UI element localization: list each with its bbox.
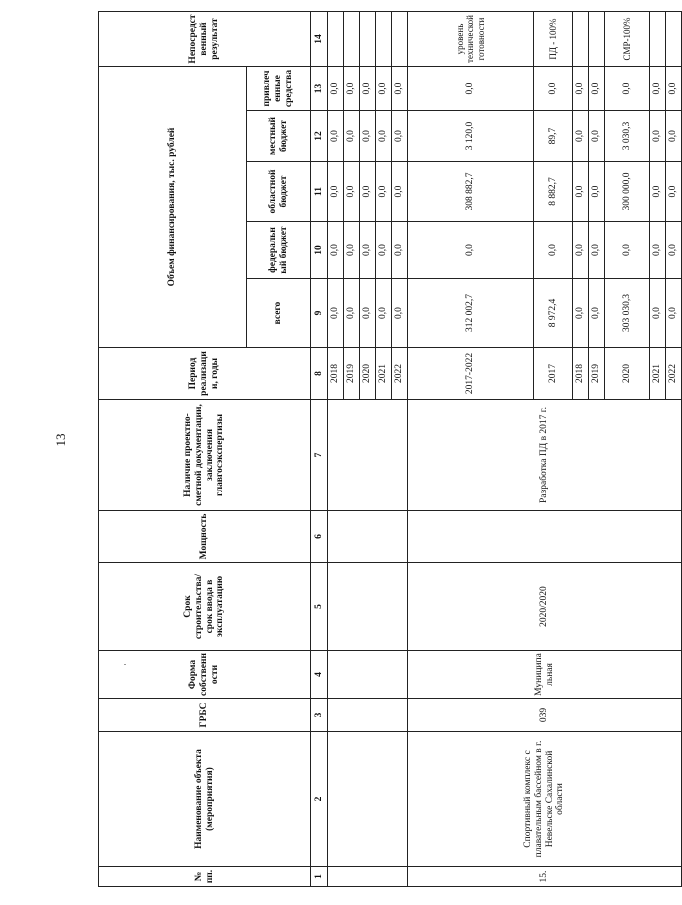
header-period: Период реализации, годы	[99, 348, 311, 400]
total-cell: 0,0	[589, 279, 605, 348]
result-cell	[328, 12, 344, 67]
period-cell: 2020	[605, 348, 650, 400]
regional-cell: 0,0	[392, 162, 408, 222]
prev-capacity-cell	[328, 511, 408, 563]
federal-cell: 0,0	[360, 222, 376, 279]
header-local: местный бюджет	[247, 111, 311, 162]
period-cell: 2018	[573, 348, 589, 400]
header-funding-group: Объем финансирования, тыс. рублей	[99, 67, 247, 348]
attracted-cell: 0,0	[360, 67, 376, 111]
table-row	[408, 12, 534, 887]
page-number: 13	[53, 433, 68, 447]
header-name: Наименование объекта (мероприятия)	[99, 732, 311, 867]
total-cell: 0,0	[666, 279, 682, 348]
local-cell: 0,0	[650, 111, 666, 162]
federal-cell: 0,0	[392, 222, 408, 279]
column-number: 14	[311, 12, 328, 67]
column-number: 13	[311, 67, 328, 111]
header-term: Срок строительства/срок ввода в эксплуатацию	[99, 563, 311, 651]
item-design-docs: Разработка ПД в 2017 г.	[408, 400, 682, 511]
local-cell: 89,7	[534, 111, 573, 162]
column-number: 4	[311, 651, 328, 699]
header-grbs: ГРБС	[99, 699, 311, 732]
header-capacity: Мощность	[99, 511, 311, 563]
regional-cell: 308 882,7	[408, 162, 534, 222]
total-cell: 0,0	[344, 279, 360, 348]
header-regional: областной бюджет	[247, 162, 311, 222]
total-cell: 0,0	[376, 279, 392, 348]
regional-cell: 8 882,7	[534, 162, 573, 222]
header-federal: федеральный бюджет	[247, 222, 311, 279]
column-number: 6	[311, 511, 328, 563]
result-cell	[360, 12, 376, 67]
column-number: 2	[311, 732, 328, 867]
regional-cell: 0,0	[344, 162, 360, 222]
local-cell: 3 120,0	[408, 111, 534, 162]
column-number: 1	[311, 867, 328, 887]
attracted-cell: 0,0	[573, 67, 589, 111]
result-smr: СМР-100%	[605, 12, 650, 67]
header-ownership: Форма собственности	[99, 651, 311, 699]
federal-cell: 0,0	[344, 222, 360, 279]
item-ownership: Муниципальная	[408, 651, 682, 699]
item-grbs: 039	[408, 699, 682, 732]
regional-cell: 0,0	[328, 162, 344, 222]
header-design-docs: Наличие проектно-сметной документации, заключения главгосэкспертизы	[99, 400, 311, 511]
regional-cell: 0,0	[376, 162, 392, 222]
attracted-cell: 0,0	[376, 67, 392, 111]
regional-cell: 0,0	[360, 162, 376, 222]
result-main: уровень технической готовности	[408, 12, 534, 67]
federal-cell: 0,0	[666, 222, 682, 279]
period-cell: 2021	[376, 348, 392, 400]
column-number: 10	[311, 222, 328, 279]
result-cell	[344, 12, 360, 67]
regional-cell: 300 000,0	[605, 162, 650, 222]
result-cell	[650, 12, 666, 67]
federal-cell: 0,0	[605, 222, 650, 279]
period-cell: 2020	[360, 348, 376, 400]
period-cell: 2017	[534, 348, 573, 400]
total-cell: 312 002,7	[408, 279, 534, 348]
attracted-cell: 0,0	[605, 67, 650, 111]
financing-table	[98, 11, 682, 887]
result-cell	[666, 12, 682, 67]
local-cell: 0,0	[360, 111, 376, 162]
local-cell: 3 030,3	[605, 111, 650, 162]
column-number: 12	[311, 111, 328, 162]
period-cell: 2018	[328, 348, 344, 400]
attracted-cell: 0,0	[589, 67, 605, 111]
header-num: № пп.	[99, 867, 311, 887]
federal-cell: 0,0	[589, 222, 605, 279]
federal-cell: 0,0	[408, 222, 534, 279]
item-capacity	[408, 511, 682, 563]
prev-grbs-cell	[328, 699, 408, 732]
local-cell: 0,0	[666, 111, 682, 162]
federal-cell: 0,0	[376, 222, 392, 279]
total-cell: 0,0	[650, 279, 666, 348]
federal-cell: 0,0	[573, 222, 589, 279]
period-cell: 2019	[589, 348, 605, 400]
federal-cell: 0,0	[650, 222, 666, 279]
total-cell: 8 972,4	[534, 279, 573, 348]
table-row	[328, 12, 344, 887]
result-cell	[589, 12, 605, 67]
item-name: Спортивный комплекс с плавательным бассейном в г. Невельске Сахалинской области	[408, 732, 682, 867]
local-cell: 0,0	[589, 111, 605, 162]
period-cell: 2017-2022	[408, 348, 534, 400]
federal-cell: 0,0	[534, 222, 573, 279]
prev-term-cell	[328, 563, 408, 651]
total-cell: 0,0	[392, 279, 408, 348]
local-cell: 0,0	[376, 111, 392, 162]
column-number: 11	[311, 162, 328, 222]
result-pd: ПД - 100%	[534, 12, 573, 67]
result-cell	[573, 12, 589, 67]
column-number: 8	[311, 348, 328, 400]
regional-cell: 0,0	[666, 162, 682, 222]
header-attracted: привлеченные средства	[247, 67, 311, 111]
attracted-cell: 0,0	[534, 67, 573, 111]
regional-cell: 0,0	[573, 162, 589, 222]
federal-cell: 0,0	[328, 222, 344, 279]
local-cell: 0,0	[328, 111, 344, 162]
header-result: Непосредственный результат	[99, 12, 311, 67]
attracted-cell: 0,0	[408, 67, 534, 111]
period-cell: 2019	[344, 348, 360, 400]
column-number: 7	[311, 400, 328, 511]
prev-num-cell	[328, 867, 408, 887]
total-cell: 0,0	[360, 279, 376, 348]
attracted-cell: 0,0	[392, 67, 408, 111]
period-cell: 2022	[392, 348, 408, 400]
total-cell: 303 030,3	[605, 279, 650, 348]
local-cell: 0,0	[344, 111, 360, 162]
attracted-cell: 0,0	[666, 67, 682, 111]
attracted-cell: 0,0	[650, 67, 666, 111]
header-total: всего	[247, 279, 311, 348]
item-num: 15.	[408, 867, 682, 887]
prev-ownership-cell	[328, 651, 408, 699]
local-cell: 0,0	[392, 111, 408, 162]
period-cell: 2021	[650, 348, 666, 400]
result-cell	[392, 12, 408, 67]
regional-cell: 0,0	[650, 162, 666, 222]
rotated-table-container	[98, 12, 679, 887]
regional-cell: 0,0	[589, 162, 605, 222]
period-cell: 2022	[666, 348, 682, 400]
column-number: 9	[311, 279, 328, 348]
total-cell: 0,0	[573, 279, 589, 348]
prev-name-cell	[328, 732, 408, 867]
attracted-cell: 0,0	[344, 67, 360, 111]
result-cell	[376, 12, 392, 67]
item-term: 2020/2020	[408, 563, 682, 651]
total-cell: 0,0	[328, 279, 344, 348]
attracted-cell: 0,0	[328, 67, 344, 111]
prev-design-docs-cell	[328, 400, 408, 511]
column-number: 5	[311, 563, 328, 651]
column-number: 3	[311, 699, 328, 732]
local-cell: 0,0	[573, 111, 589, 162]
